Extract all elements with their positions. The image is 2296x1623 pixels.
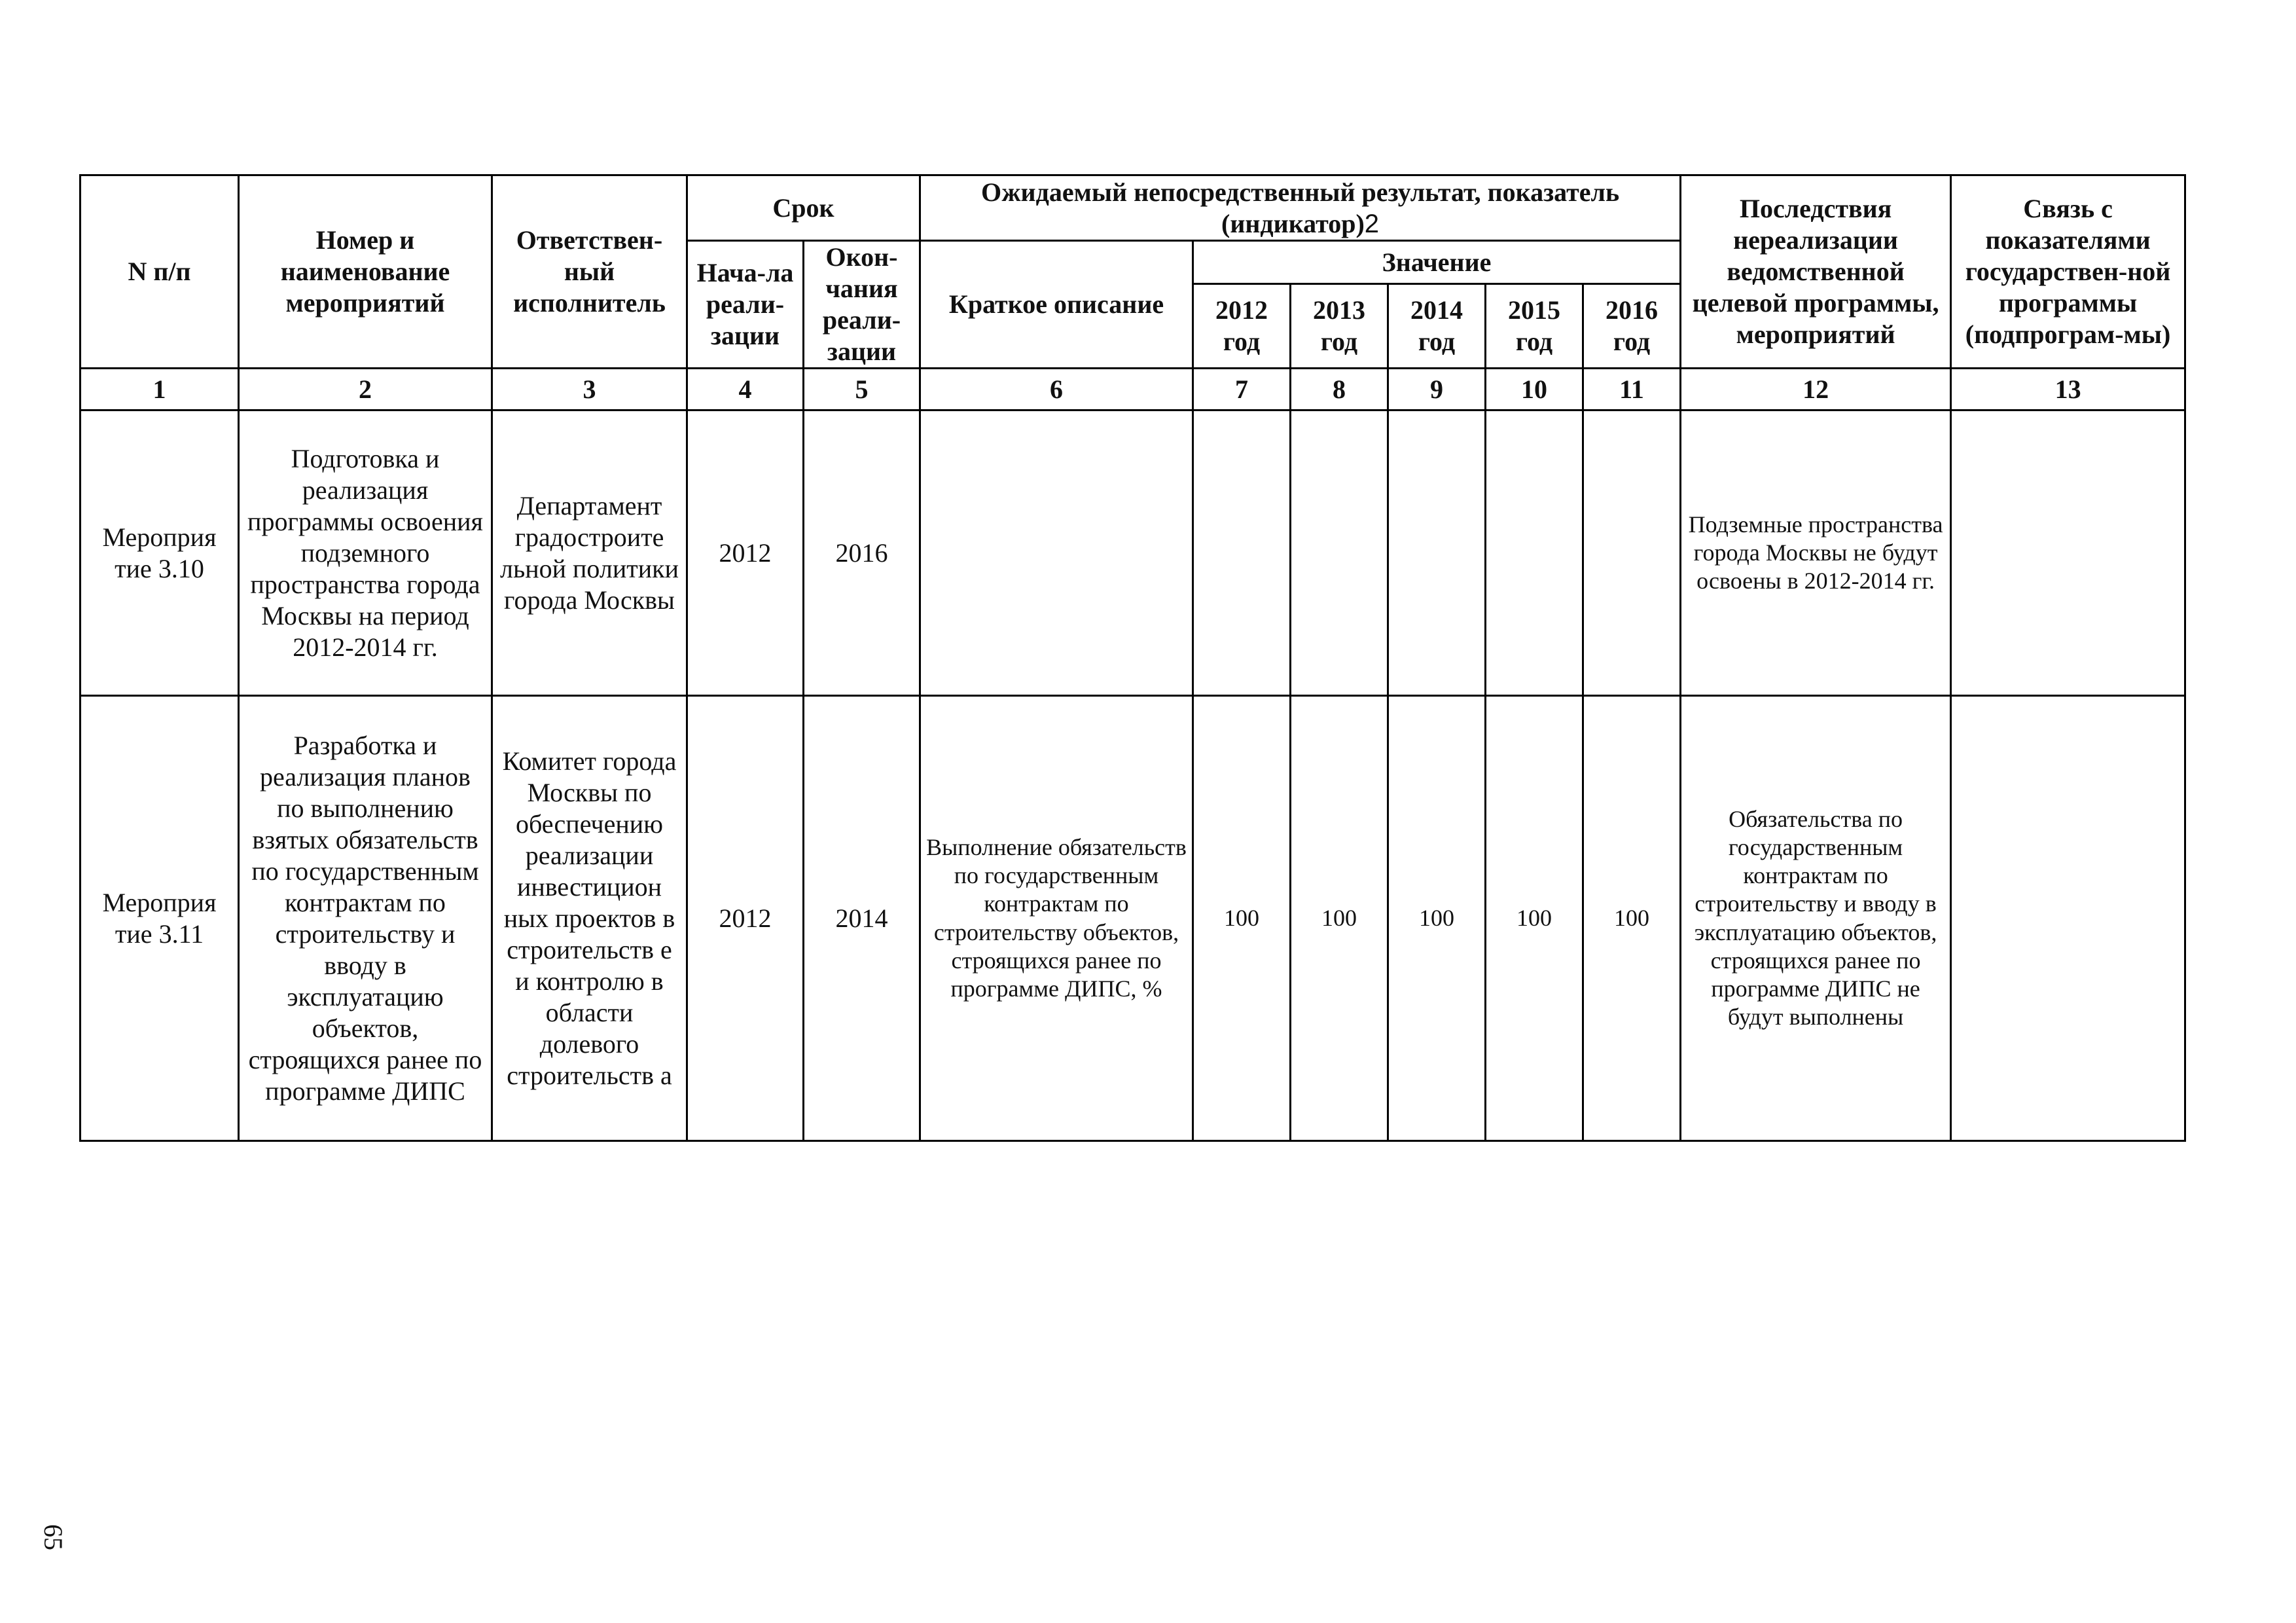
- column-number: 2: [239, 369, 492, 410]
- measure-end: 2016: [804, 410, 920, 696]
- measure-end: 2014: [804, 696, 920, 1141]
- measure-name: Разработка и реализация планов по выполнению взятых обязательств по государственным контрактам по строительству и вводу в эксплуатацию объектов, строящихся ранее по программе ДИПС: [239, 696, 492, 1141]
- header-start: Нача-ла реали-зации: [687, 241, 804, 369]
- column-number: 5: [804, 369, 920, 410]
- table-row: [81, 696, 2185, 1141]
- measure-value-2014: [1388, 410, 1486, 696]
- column-number: 13: [1951, 369, 2185, 410]
- measure-id: Мероприя тие 3.11: [81, 696, 239, 1141]
- measure-link: [1951, 410, 2185, 696]
- column-number: 12: [1681, 369, 1951, 410]
- column-number: 3: [492, 369, 687, 410]
- measure-value-2015: 100: [1486, 696, 1583, 1141]
- column-number: 10: [1486, 369, 1583, 410]
- measure-value-2014: 100: [1388, 696, 1486, 1141]
- column-number: 1: [81, 369, 239, 410]
- column-number: 9: [1388, 369, 1486, 410]
- measure-responsible: Департамент градостроите льной политики города Москвы: [492, 410, 687, 696]
- header-responsible: Ответствен-ный исполнитель: [492, 175, 687, 369]
- measure-start: 2012: [687, 696, 804, 1141]
- column-number: 6: [920, 369, 1193, 410]
- measure-consequences: Подземные пространства города Москвы не будут освоены в 2012-2014 гг.: [1681, 410, 1951, 696]
- column-number: 7: [1193, 369, 1291, 410]
- header-period: Срок: [687, 175, 920, 241]
- header-expected-result-text: Ожидаемый непосредственный результат, показатель (индикатор): [980, 177, 1620, 238]
- measure-responsible: Комитет города Москвы по обеспечению реализации инвестицион ных проектов в строительств е и контролю в области долевого строительств а: [492, 696, 687, 1141]
- measure-value-2013: 100: [1291, 696, 1388, 1141]
- header-end: Окон-чания реали-зации: [804, 241, 920, 369]
- header-consequences: Последствия нереализации ведомственной целевой программы, мероприятий: [1681, 175, 1951, 369]
- header-number: N п/п: [81, 175, 239, 369]
- header-expected-result: [920, 175, 1681, 241]
- measure-start: 2012: [687, 410, 804, 696]
- column-number: 8: [1291, 369, 1388, 410]
- header-expected-result-sup: 2: [1364, 209, 1380, 238]
- measure-consequences: Обязательства по государственным контрактам по строительству и вводу в эксплуатацию объектов, строящихся ранее по программе ДИПС не будут выполнены: [1681, 696, 1951, 1141]
- measure-value-2016: [1583, 410, 1681, 696]
- measures-table: [79, 174, 2186, 1142]
- header-row-1: [81, 175, 2185, 241]
- column-number: 11: [1583, 369, 1681, 410]
- header-year-2012: 2012 год: [1193, 284, 1291, 369]
- header-value: Значение: [1193, 241, 1681, 284]
- page-number: 65: [39, 1524, 69, 1550]
- header-year-2013: 2013 год: [1291, 284, 1388, 369]
- measure-value-2012: 100: [1193, 696, 1291, 1141]
- column-number: 4: [687, 369, 804, 410]
- measure-description: Выполнение обязательств по государственным контрактам по строительству объектов, строящихся ранее по программе ДИПС, %: [920, 696, 1193, 1141]
- header-year-2016: 2016 год: [1583, 284, 1681, 369]
- header-year-2014: 2014 год: [1388, 284, 1486, 369]
- measure-name: Подготовка и реализация программы освоения подземного пространства города Москвы на период 2012-2014 гг.: [239, 410, 492, 696]
- table-row: [81, 410, 2185, 696]
- column-numbers-row: [81, 369, 2185, 410]
- measure-value-2013: [1291, 410, 1388, 696]
- header-link: Связь с показателями государствен-ной программы (подпрограм-мы): [1951, 175, 2185, 369]
- header-description: Краткое описание: [920, 241, 1193, 369]
- measure-value-2016: 100: [1583, 696, 1681, 1141]
- header-year-2015: 2015 год: [1486, 284, 1583, 369]
- measure-link: [1951, 696, 2185, 1141]
- measure-value-2012: [1193, 410, 1291, 696]
- measure-description: [920, 410, 1193, 696]
- measure-value-2015: [1486, 410, 1583, 696]
- measure-id: Мероприя тие 3.10: [81, 410, 239, 696]
- header-measure-name: Номер и наименование мероприятий: [239, 175, 492, 369]
